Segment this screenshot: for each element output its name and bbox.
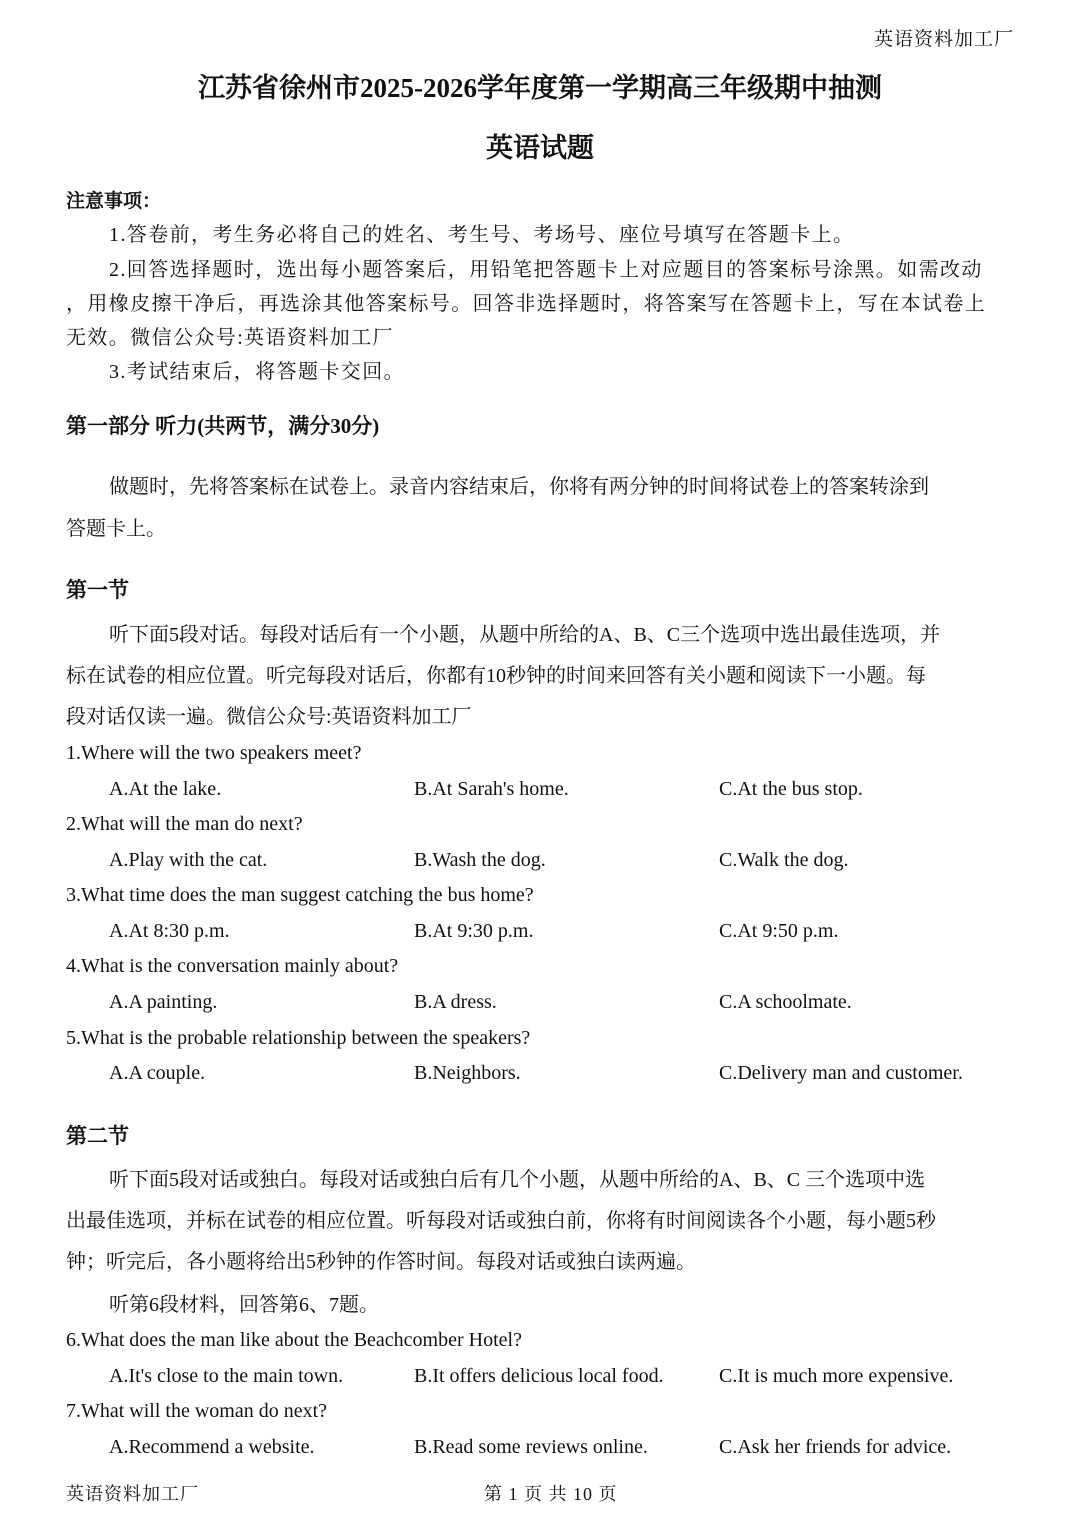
section2-intro-line-1: 听下面5段对话或独白。每段对话或独白后有几个小题，从题中所给的A、B、C 三个选项中选 xyxy=(109,1169,926,1191)
question-4-option-a: A.A painting. xyxy=(109,991,218,1013)
question-4: 4.What is the conversation mainly about? xyxy=(66,955,399,977)
question-5-option-b: B.Neighbors. xyxy=(414,1062,521,1084)
question-1-option-c: C.At the bus stop. xyxy=(719,778,863,800)
part1-intro-line-2: 答题卡上。 xyxy=(66,518,166,540)
section1-intro-line-3: 段对话仅读一遍。微信公众号:英语资料加工厂 xyxy=(66,706,472,728)
question-1: 1.Where will the two speakers meet? xyxy=(66,742,362,764)
part1-intro-line-1: 做题时，先将答案标在试卷上。录音内容结束后，你将有两分钟的时间将试卷上的答案转涂到 xyxy=(109,476,929,498)
notice-item-1: 1.答卷前，考生务必将自己的姓名、考生号、考场号、座位号填写在答题卡上。 xyxy=(109,224,855,246)
notice-item-3: 3.考试结束后，将答题卡交回。 xyxy=(109,361,405,383)
section1-intro-line-2: 标在试卷的相应位置。听完每段对话后，你都有10秒钟的时间来回答有关小题和阅读下一小题。每 xyxy=(66,665,926,687)
question-3-option-c: C.At 9:50 p.m. xyxy=(719,920,839,942)
question-6-option-b: B.It offers delicious local food. xyxy=(414,1365,664,1387)
material-6-instruction: 听第6段材料，回答第6、7题。 xyxy=(109,1294,379,1316)
notice-item-2-line-2: ，用橡皮擦干净后，再选涂其他答案标号。回答非选择题时，将答案写在答题卡上，写在本试卷上 xyxy=(66,293,987,315)
exam-subject: 英语试题 xyxy=(486,133,594,163)
question-5-option-c: C.Delivery man and customer. xyxy=(719,1062,963,1084)
question-7-option-b: B.Read some reviews online. xyxy=(414,1436,648,1458)
footer-brand: 英语资料加工厂 xyxy=(66,1484,199,1504)
notice-item-2-line-1: 2.回答选择题时，选出每小题答案后，用铅笔把答题卡上对应题目的答案标号涂黑。如需改动 xyxy=(109,259,983,281)
notice-item-2-line-3: 无效。微信公众号:英语资料加工厂 xyxy=(66,327,394,349)
question-3-option-a: A.At 8:30 p.m. xyxy=(109,920,230,942)
question-6: 6.What does the man like about the Beachcomber Hotel? xyxy=(66,1329,522,1351)
exam-title: 江苏省徐州市2025-2026学年度第一学期高三年级期中抽测 xyxy=(198,73,882,103)
notice-heading: 注意事项： xyxy=(66,191,162,212)
question-3: 3.What time does the man suggest catching the bus home? xyxy=(66,884,534,906)
section1-intro-line-1: 听下面5段对话。每段对话后有一个小题，从题中所给的A、B、C三个选项中选出最佳选项，并 xyxy=(109,624,941,646)
question-1-option-a: A.At the lake. xyxy=(109,778,222,800)
question-5-option-a: A.A couple. xyxy=(109,1062,206,1084)
question-2: 2.What will the man do next? xyxy=(66,813,303,835)
section1-heading: 第一节 xyxy=(66,578,129,602)
question-4-option-b: B.A dress. xyxy=(414,991,497,1013)
question-6-option-c: C.It is much more expensive. xyxy=(719,1365,954,1387)
question-2-option-a: A.Play with the cat. xyxy=(109,849,268,871)
question-7-option-a: A.Recommend a website. xyxy=(109,1436,315,1458)
header-brand: 英语资料加工厂 xyxy=(873,29,1014,50)
question-2-option-b: B.Wash the dog. xyxy=(414,849,546,871)
question-2-option-c: C.Walk the dog. xyxy=(719,849,849,871)
page-number: 第 1 页 共 10 页 xyxy=(484,1484,618,1504)
question-3-option-b: B.At 9:30 p.m. xyxy=(414,920,534,942)
question-6-option-a: A.It's close to the main town. xyxy=(109,1365,344,1387)
section2-intro-line-2: 出最佳选项，并标在试卷的相应位置。听每段对话或独白前，你将有时间阅读各个小题，每小题5秒 xyxy=(66,1210,936,1232)
part1-heading: 第一部分 听力(共两节，满分30分) xyxy=(66,414,380,438)
question-1-option-b: B.At Sarah's home. xyxy=(414,778,569,800)
question-7-option-c: C.Ask her friends for advice. xyxy=(719,1436,952,1458)
question-5: 5.What is the probable relationship between the speakers? xyxy=(66,1027,531,1049)
question-4-option-c: C.A schoolmate. xyxy=(719,991,852,1013)
question-7: 7.What will the woman do next? xyxy=(66,1400,328,1422)
section2-heading: 第二节 xyxy=(66,1124,129,1148)
section2-intro-line-3: 钟；听完后，各小题将给出5秒钟的作答时间。每段对话或独白读两遍。 xyxy=(66,1251,696,1273)
